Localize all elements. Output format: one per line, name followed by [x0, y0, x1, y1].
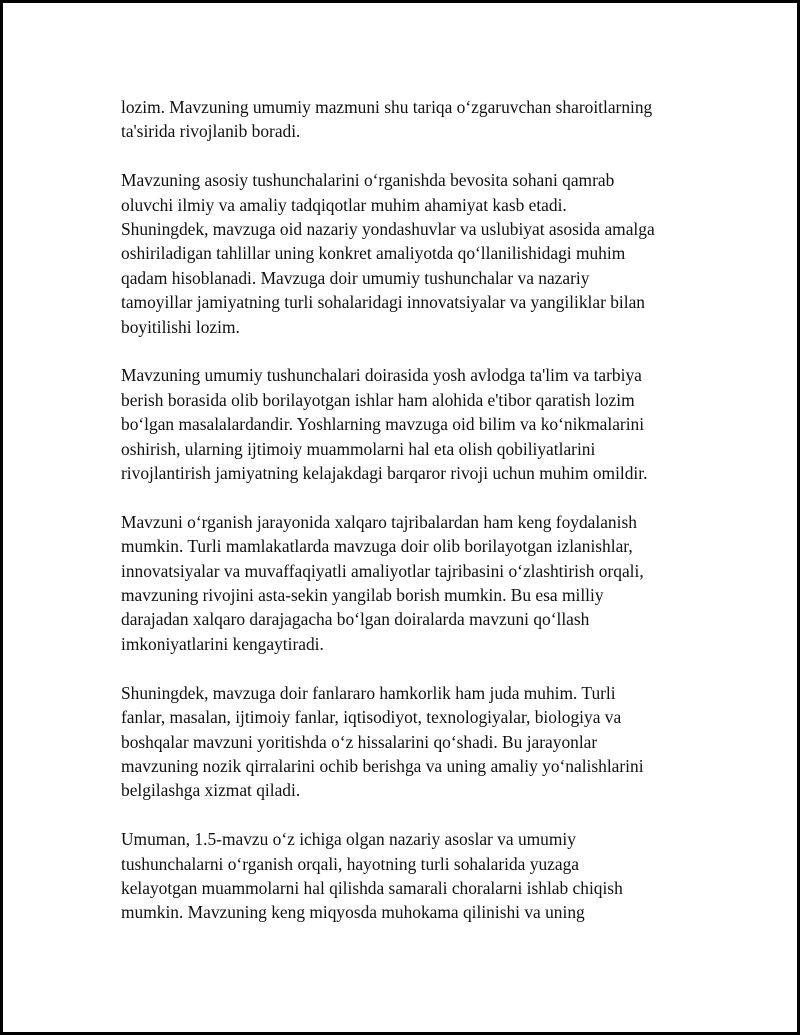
paragraph-1: lozim. Mavzuning umumiy mazmuni shu tariqa oʻzgaruvchan sharoitlarning ta'sirida rivojlanib boradi. [121, 97, 653, 142]
paragraph-5: Shuningdek, mavzuga doir fanlararo hamkorlik ham juda muhim. Turli fanlar, masalan, ijtimoiy fanlar, iqtisodiyot, texnologiyalar, biologiya va boshqalar mavzuni yoritishda oʻz hissalarini qoʻshadi. Bu jarayonlar mavzuning nozik qirralarini ochib berishga va uning amaliy yoʻnalishlarini belgilashga xizmat qiladi. [121, 682, 644, 801]
paragraph-2: Mavzuning asosiy tushunchalarini oʻrganishda bevosita sohani qamrab oluvchi ilmiy va amaliy tadqiqotlar muhim ahamiyat kasb etadi. Shuningdek, mavzuga oid nazariy yondashuvlar va uslubiyat asosida amalga oshiriladigan tahlillar uning konkret amaliyotda qoʻllanilishidagi muhim qadam hisoblanadi. Mavzuga doir umumiy tushunchalar va nazariy tamoyillar jamiyatning turli sohalaridagi innovatsiyalar va yangiliklar bilan boyitilishi lozim. [121, 170, 655, 337]
paragraph-4: Mavzuni oʻrganish jarayonida xalqaro tajribalardan ham keng foydalanish mumkin. Turli mamlakatlarda mavzuga doir olib borilayotgan izlanishlar, innovatsiyalar va muvaffaqiyatli amaliyotlar tajribasini oʻzlashtirish orqali, mavzuning rivojini asta-sekin yangilab borish mumkin. Bu esa milliy darajadan xalqaro darajagacha boʻlgan doiralarda mavzuni qoʻllash imkoniyatlarini kengaytiradi. [121, 511, 644, 654]
page-body [121, 95, 701, 949]
paragraph-3: Mavzuning umumiy tushunchalari doirasida yosh avlodga ta'lim va tarbiya berish borasida olib borilayotgan ishlar ham alohida e'tibor qaratish lozim boʻlgan masalalardandir. Yoshlarning mavzuga oid bilim va koʻnikmalarini oshirish, ularning ijtimoiy muammolarni hal eta olish qobiliyatlarini rivojlantirish jamiyatning kelajakdagi barqaror rivoji uchun muhim omildir. [121, 365, 648, 484]
paragraph-6: Umuman, 1.5-mavzu oʻz ichiga olgan nazariy asoslar va umumiy tushunchalarni oʻrganish orqali, hayotning turli sohalarida yuzaga kelayotgan muammolarni hal qilishda samarali choralarni ishlab chiqish mumkin. Mavzuning keng miqyosda muhokama qilinishi va uning [121, 829, 623, 923]
